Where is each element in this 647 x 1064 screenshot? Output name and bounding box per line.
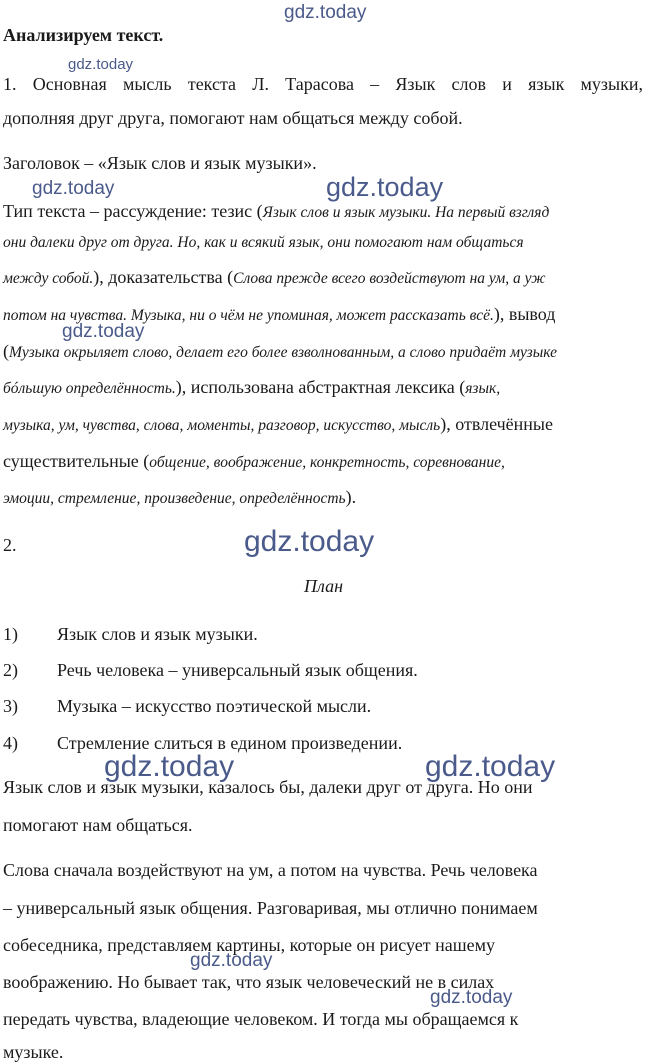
paragraph-line: собеседника, представляем картины, которые он рисует нашему — [3, 935, 495, 955]
paragraph-line: бóльшую определённость.), использована абстрактная лексика (язык, — [3, 377, 501, 397]
paragraph-line: 1. Основная мысль текста Л. Тарасова – Язык слов и язык музыки, — [3, 74, 643, 94]
watermark: gdz.today — [32, 178, 115, 199]
paragraph-line: музыка, ум, чувства, слова, моменты, разговор, искусство, мысль), отвлечённые — [3, 414, 554, 434]
watermark: gdz.today — [284, 2, 367, 23]
plan-item-number: 2) — [3, 660, 18, 680]
paragraph-line: Тип текста – рассуждение: тезис (Язык слов и язык музыки. На первый взгляд — [3, 201, 550, 221]
heading: Анализируем текст. — [3, 25, 164, 45]
plan-item-text: Музыка – искусство поэтической мысли. — [57, 696, 372, 716]
plan-item-number: 3) — [3, 696, 18, 716]
plan-item-number: 1) — [3, 624, 18, 644]
paragraph-line: помогают нам общаться. — [3, 815, 193, 835]
watermark: gdz.today — [244, 525, 375, 558]
paragraph-line: передать чувства, владеющие человеком. И тогда мы обращаемся к — [3, 1009, 519, 1029]
paragraph-line: Язык слов и язык музыки, казалось бы, далеки друг от друга. Но они — [3, 777, 533, 797]
watermark: gdz.today — [104, 750, 235, 783]
paragraph-line: (Музыка окрыляет слово, делает его более взволнованным, а слово придаёт музыке — [3, 341, 557, 361]
paragraph-line: воображению. Но бывает так, что язык человеческий не в силах — [3, 972, 495, 992]
watermark: gdz.today — [430, 987, 513, 1008]
plan-item-number: 4) — [3, 733, 18, 753]
plan-item-text: Язык слов и язык музыки. — [57, 624, 258, 644]
watermark: gdz.today — [326, 172, 444, 202]
plan-item-text: Стремление слиться в едином произведении. — [57, 733, 403, 753]
paragraph-line: между собой.), доказательства (Слова прежде всего воздействуют на ум, а уж — [3, 267, 546, 287]
plan-title: План — [304, 576, 343, 596]
paragraph-line: – универсальный язык общения. Разговаривая, мы отлично понимаем — [3, 898, 538, 918]
paragraph-line: Слова сначала воздействуют на ум, а потом на чувства. Речь человека — [3, 860, 538, 880]
paragraph-line: они далеки друг от друга. Но, как и всякий язык, они помогают нам общаться — [3, 234, 524, 251]
paragraph-line: музыке. — [3, 1042, 64, 1062]
paragraph-line: существительные (общение, воображение, конкретность, соревнование, — [3, 451, 505, 471]
watermark: gdz.today — [68, 56, 134, 73]
paragraph-line: дополняя друг друга, помогают нам общаться между собой. — [3, 108, 463, 128]
plan-item-text: Речь человека – универсальный язык общения. — [57, 660, 418, 680]
title-line: Заголовок – «Язык слов и язык музыки». — [3, 153, 317, 173]
watermark: gdz.today — [425, 750, 556, 783]
watermark: gdz.today — [62, 321, 145, 342]
paragraph-line: эмоции, стремление, произведение, определённость). — [3, 487, 357, 507]
paragraph-line: потом на чувства. Музыка, ни о чём не упоминая, может рассказать всё.), вывод — [3, 304, 556, 324]
watermark: gdz.today — [190, 950, 273, 971]
section-number: 2. — [3, 535, 17, 555]
